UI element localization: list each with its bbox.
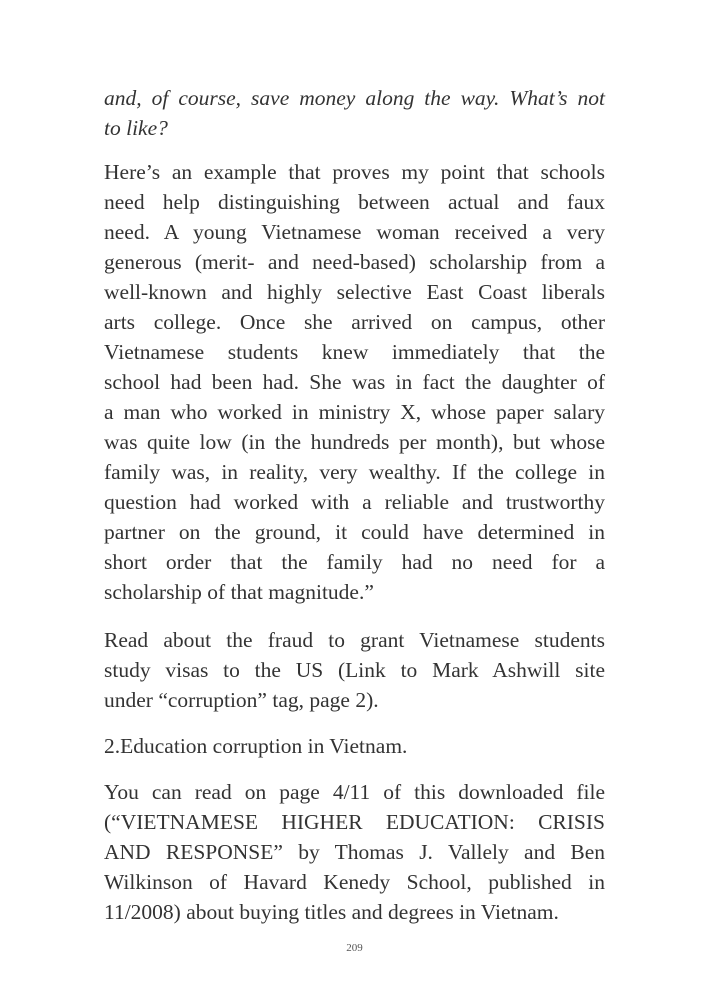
text-line: AND RESPONSE” by Thomas J. Vallely and Ben — [104, 840, 605, 864]
text-line: to like? — [104, 116, 168, 140]
text-line: a man who worked in ministry X, whose paper salary — [104, 400, 605, 424]
text-line: You can read on page 4/11 of this downloaded file — [104, 780, 605, 804]
text-line: generous (merit- and need-based) scholarship from a — [104, 250, 605, 274]
text-line: need. A young Vietnamese woman received a very — [104, 220, 605, 244]
text-line: scholarship of that magnitude.” — [104, 580, 374, 604]
text-line: under “corruption” tag, page 2). — [104, 688, 379, 712]
paragraph — [104, 731, 605, 761]
text-line: (“VIETNAMESE HIGHER EDUCATION: CRISIS — [104, 810, 605, 834]
text-line: partner on the ground, it could have determined in — [104, 520, 605, 544]
paragraph — [104, 157, 605, 607]
paragraph — [104, 777, 605, 927]
text-line: 11/2008) about buying titles and degrees in Vietnam. — [104, 900, 559, 924]
text-line: 2.Education corruption in Vietnam. — [104, 734, 408, 758]
text-line: Wilkinson of Havard Kenedy School, published in — [104, 870, 605, 894]
text-line: Read about the fraud to grant Vietnamese students — [104, 628, 605, 652]
text-line: Vietnamese students knew immediately that the — [104, 340, 605, 364]
text-line: family was, in reality, very wealthy. If the college in — [104, 460, 605, 484]
text-line: arts college. Once she arrived on campus, other — [104, 310, 605, 334]
text-line: need help distinguishing between actual and faux — [104, 190, 605, 214]
text-line: study visas to the US (Link to Mark Ashwill site — [104, 658, 605, 682]
text-line: school had been had. She was in fact the daughter of — [104, 370, 605, 394]
text-line: was quite low (in the hundreds per month), but whose — [104, 430, 605, 454]
text-line: Here’s an example that proves my point that schools — [104, 160, 605, 184]
text-line: well-known and highly selective East Coast liberals — [104, 280, 605, 304]
text-line: short order that the family had no need for a — [104, 550, 605, 574]
paragraph — [104, 625, 605, 715]
paragraph — [104, 83, 605, 143]
page-number: 209 — [346, 942, 363, 954]
text-line: and, of course, save money along the way. What’s not — [104, 86, 605, 110]
text-line: question had worked with a reliable and trustworthy — [104, 490, 605, 514]
